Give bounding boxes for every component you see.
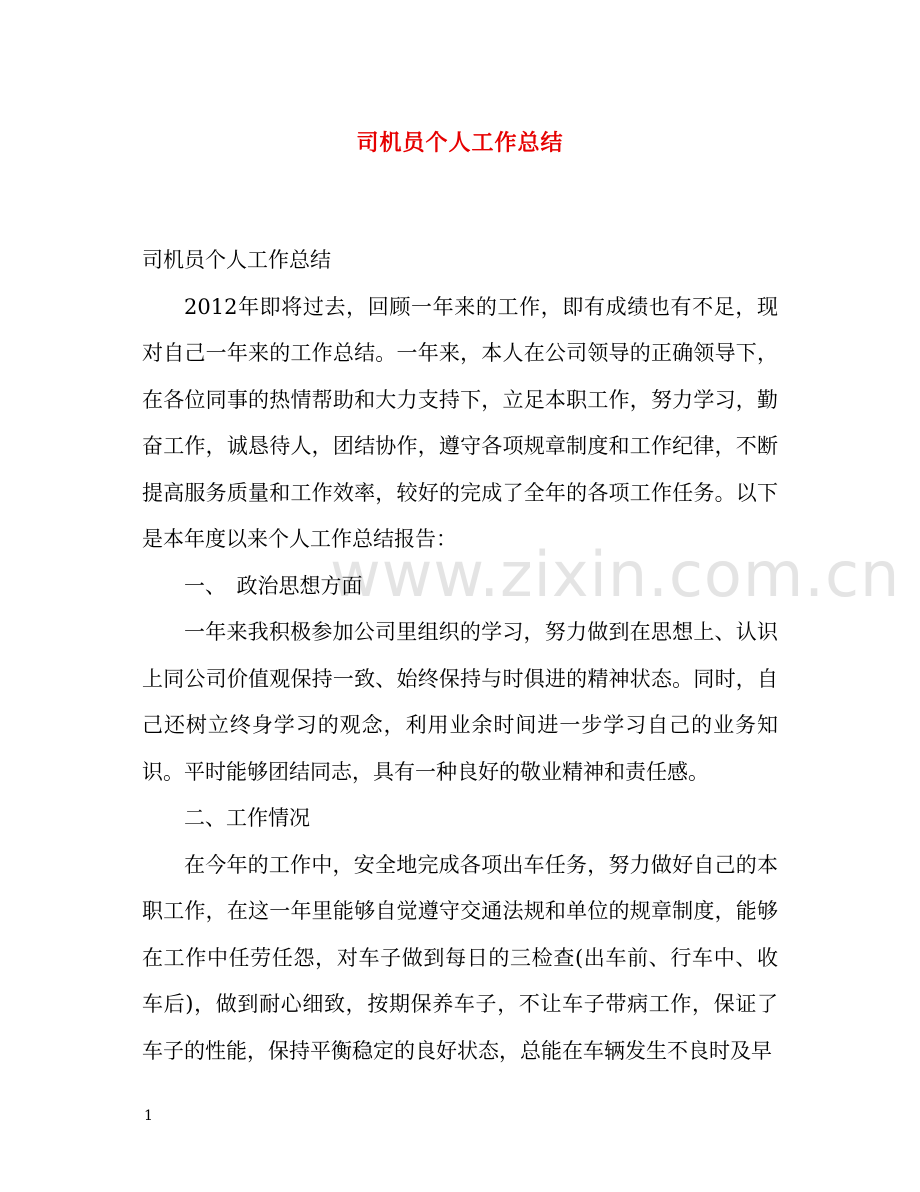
document-title: 司机员个人工作总结 — [356, 130, 564, 156]
section-heading-political: 一、 政治思想方面 — [184, 573, 363, 598]
paragraph-political: 一年来我积极参加公司里组织的学习，努力做到在思想上、认识上同公司价值观保持一致、始终保持与时俱进的精神状态。同时，自己还树立终身学习的观念，利用业余时间进一步学习自己的业务知识。平时能够团结同志，具有一种良好的敬业精神和责任感。 — [142, 620, 778, 784]
document-body — [142, 237, 778, 1074]
paragraph-work: 在今年的工作中，安全地完成各项出车任务，努力做好自己的本职工作，在这一年里能够自觉遵守交通法规和单位的规章制度，能够在工作中任劳任怨，对车子做到每日的三检查(出车前、行车中、收车后)，做到耐心细致，按期保养车子，不让车子带病工作，保证了车子的性能，保持平衡稳定的良好状态，总能在车辆发生不良时及早 — [142, 852, 778, 1063]
page-number: 1 — [144, 1108, 153, 1124]
watermark-text: www.zixin.com.cn — [330, 538, 901, 611]
paragraph-intro: 2012年即将过去，回顾一年来的工作，即有成绩也有不足，现对自己一年来的工作总结。一年来，本人在公司领导的正确领导下，在各位同事的热情帮助和大力支持下，立足本职工作，努力学习，勤奋工作，诚恳待人，团结协作，遵守各项规章制度和工作纪律，不断提高服务质量和工作效率，较好的完成了全年的各项工作任务。以下是本年度以来个人工作总结报告： — [142, 294, 778, 551]
section-heading-work: 二、工作情况 — [184, 806, 310, 830]
body-subtitle: 司机员个人工作总结 — [142, 248, 331, 272]
